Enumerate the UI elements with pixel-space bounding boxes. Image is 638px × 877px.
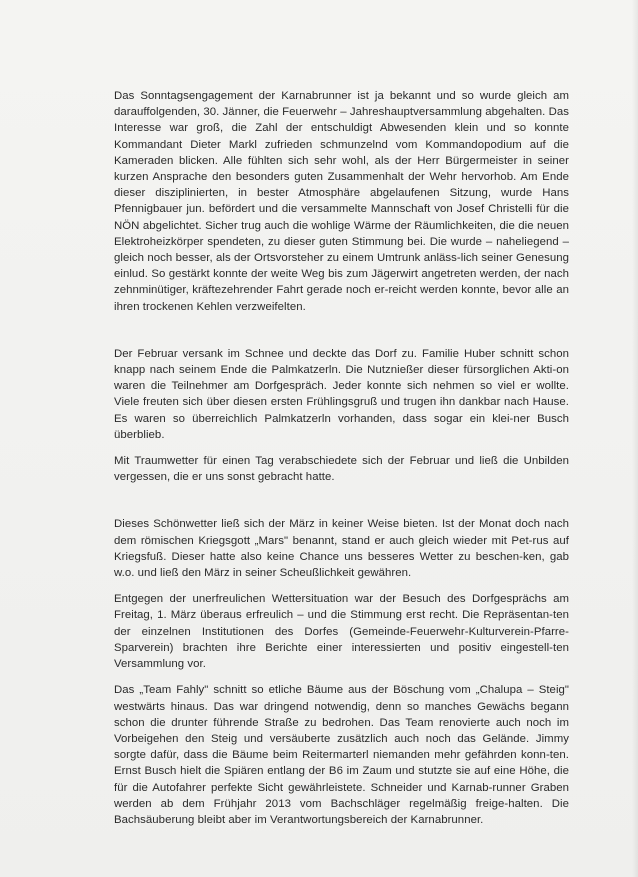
paragraph-spacer (114, 443, 569, 453)
paragraph-traumwetter: Mit Traumwetter für einen Tag verabschiedete sich der Februar und ließ die Unbilden vergessen, die er uns sonst gebracht hatte. (114, 455, 569, 484)
paragraph-spacer (114, 581, 569, 591)
section-spacer (114, 485, 569, 516)
paragraph-dorfgespraech: Entgegen der unerfreulichen Wettersituation war der Besuch des Dorfgesprächs am Freitag, 1. März überaus erfreulich – und die Stimmung erst recht. Die Repräsentan-ten der einzelnen Institutionen des Dorfes (Gemeinde-Feuerwehr-Kulturverein-Pfarre-Sparverein) brachten ihre Berichte einer interessierten und positiv eingestell-ten Versammlung vor. (114, 593, 569, 671)
document-body (114, 88, 569, 828)
section-spacer (114, 315, 569, 346)
paragraph-team-fahly: Das „Team Fahly" schnitt so etliche Bäume aus der Böschung vom „Chalupa – Steig" westwärts hinaus. Das war dringend notwendig, denn so manches Gewächs begann schon die drunter führende Straße zu bedrohen. Das Team renovierte auch noch im Vorbeigehen den Steig und versäuberte zusätzlich auch noch das Gelände. Jimmy sorgte dafür, dass die Bäume beim Reitermarterl niemanden mehr gefährden konn-ten. Ernst Busch hielt die Spiären entlang der B6 im Zaum und stutzte sie auf eine Höhe, die für die Autofahrer perfekte Sicht gewährleistete. Schneider und Karnab-runner Graben werden ab dem Frühjahr 2013 vom Bachschläger regelmäßig freige-halten. Die Bachsäuberung bleibt aber im Verantwortungsbereich der Karnabrunner. (114, 684, 569, 826)
paragraph-maerz: Dieses Schönwetter ließ sich der März in keiner Weise bieten. Ist der Monat doch nach dem römischen Kriegsgott „Mars" benannt, stand er auch gleich wieder mit Pet-rus auf Kriegsfuß. Dieser hatte also keine Chance uns besseres Wetter zu beschen-ken, gab w.o. und ließ den März in seiner Scheußlichkeit gewähren. (114, 518, 569, 580)
paragraph-spacer (114, 672, 569, 682)
paragraph-feuerwehr: Das Sonntagsengagement der Karnabrunner ist ja bekannt und so wurde gleich am darauffolgenden, 30. Jänner, die Feuerwehr – Jahreshauptversammlung abgehalten. Das Interesse war groß, die Zahl der entschuldigt Abwesenden klein und so konnte Kommandant Dieter Markl zufrieden schmunzelnd vom Kommandopodium auf die Kameraden blicken. Alle fühlten sich sehr wohl, als der Herr Bürgermeister in seiner kurzen Ansprache den besonders guten Zusammenhalt der Wehr hervorhob. Am Ende dieser disziplinierten, in bester Atmosphäre abgelaufenen Sitzung, wurde Hans Pfennigbauer jun. befördert und die versammelte Mannschaft von Josef Christelli für die NÖN abgelichtet. Sicher trug auch die wohlige Wärme der Räumlichkeiten, die die neuen Elektroheizkörper spendeten, zu dieser guten Stimmung bei. Die wurde – naheliegend – gleich noch besser, als der Ortsvorsteher zu einem Umtrunk anläss-lich seiner Genesung einlud. So gestärkt konnte der weite Weg bis zum Jägerwirt angetreten werden, der nach zehnminütiger, kräftezehrender Fahrt gerade noch er-reicht werden konnte, bevor alle an ihren trockenen Kehlen verzweifelten. (114, 90, 569, 313)
paragraph-februar: Der Februar versank im Schnee und deckte das Dorf zu. Familie Huber schnitt schon knapp nach seinem Ende die Palmkatzerln. Die Nutznießer dieser fürsorglichen Akti-on waren die Teilnehmer am Dorfgespräch. Jeder konnte sich nehmen so viel er wollte. Viele freuten sich über diesen ersten Frühlingsgruß und trugen ihn dankbar nach Hause. Es waren so überreichlich Palmkatzerln vorhanden, dass sogar ein klei-ner Busch überblieb. (114, 347, 569, 441)
